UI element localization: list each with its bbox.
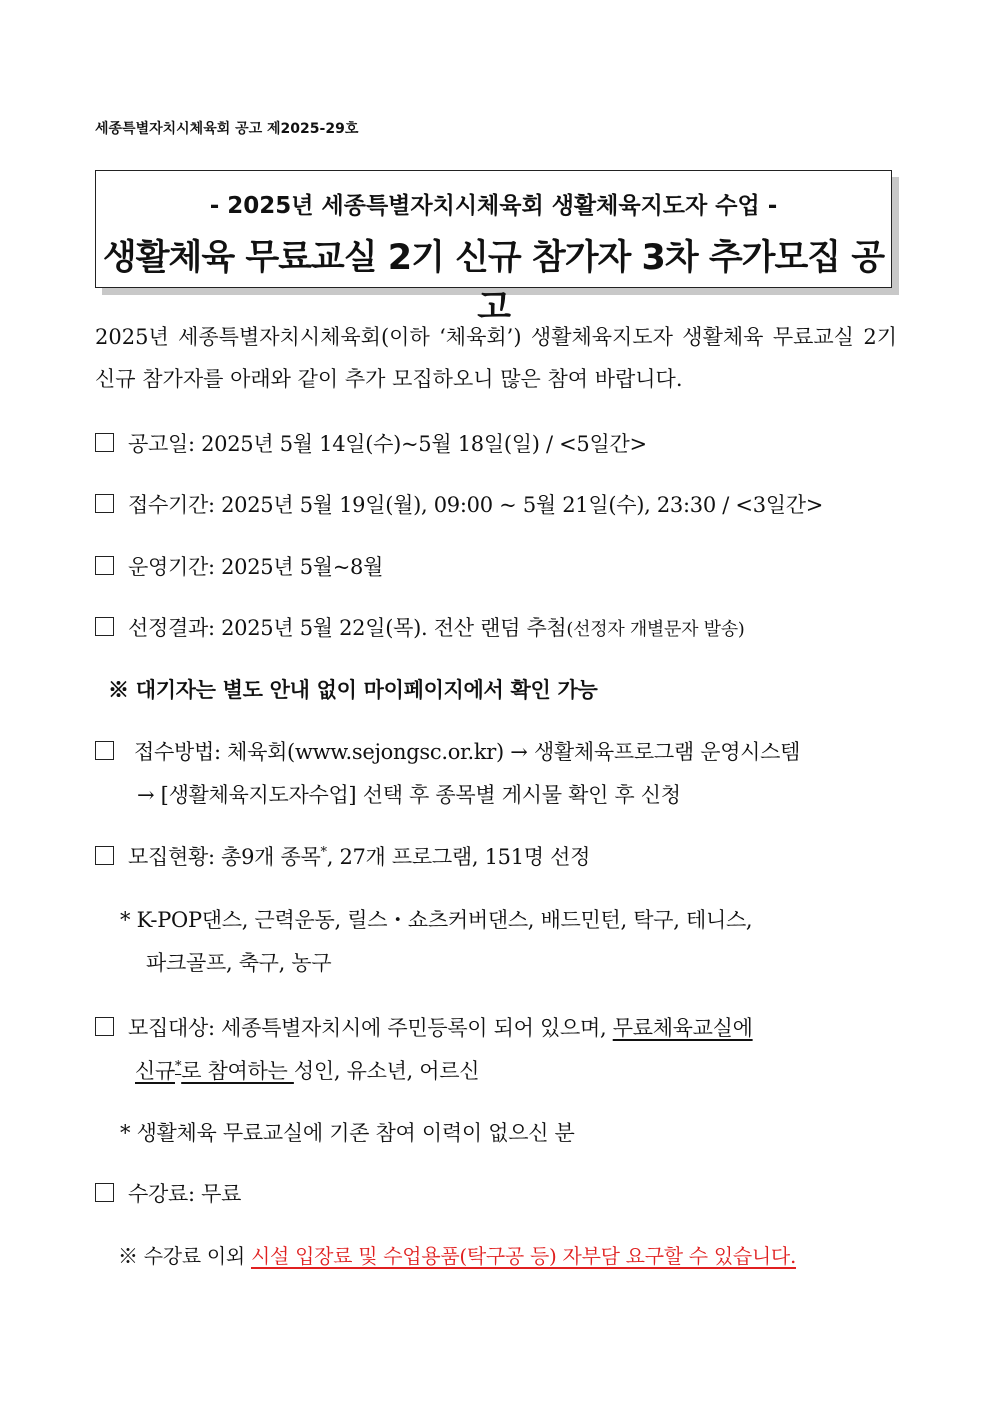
- checkbox-icon: [95, 556, 114, 575]
- target-item: [95, 1012, 753, 1042]
- target-underlined-1: 무료체육교실에: [612, 1016, 753, 1040]
- recruit-status-before: 모집현황: 총9개 종목: [128, 845, 321, 869]
- target-underlined-2a: 신규: [135, 1059, 175, 1083]
- notice-date-text: 공고일: 2025년 5월 14일(수)~5월 18일(일) / <5일간>: [128, 432, 647, 456]
- selection-text: 선정결과: 2025년 5월 22일(목). 전산 랜덤 추첨: [128, 616, 567, 640]
- recruit-status-after: , 27개 프로그램, 151명 선정: [326, 845, 591, 869]
- fee-text: 수강료: 무료: [128, 1182, 242, 1206]
- checkbox-icon: [95, 617, 114, 636]
- operation-period-item: [95, 551, 383, 581]
- checkbox-icon: [95, 1017, 114, 1036]
- fee-item: [95, 1178, 241, 1208]
- fee-note-prefix: ※ 수강료 이외: [118, 1244, 251, 1268]
- title-subheading: - 2025년 세종특별자치시체육회 생활체육지도자 수업 -: [209, 193, 778, 219]
- target-star: *: [174, 1059, 182, 1074]
- fee-note: [118, 1240, 796, 1269]
- checkbox-icon: [95, 433, 114, 452]
- target-note: * 생활체육 무료교실에 기존 참여 이력이 없으신 분: [120, 1121, 575, 1145]
- apply-method-line2: → [생활체육지도자수업] 선택 후 종목별 게시물 확인 후 신청: [137, 783, 681, 807]
- selection-item: [95, 612, 745, 642]
- recruit-status-item: [95, 841, 590, 871]
- checkbox-icon: [95, 741, 114, 760]
- target-underlined-2b: 로 참여하는: [181, 1059, 294, 1083]
- apply-method-line1: 접수방법: 체육회(www.sejongsc.or.kr) → 생활체육프로그램 운영시스템: [134, 740, 801, 764]
- checkbox-icon: [95, 1183, 114, 1202]
- sports-line2: 파크골프, 축구, 농구: [146, 951, 332, 975]
- apply-method-item: [95, 736, 800, 766]
- waitlist-note: ※ 대기자는 별도 안내 없이 마이페이지에서 확인 가능: [108, 677, 598, 702]
- checkbox-icon: [95, 494, 114, 513]
- intro-paragraph: 2025년 세종특별자치시체육회(이하 ‘체육회’) 생활체육지도자 생활체육 무료교실 2기 신규 참가자를 아래와 같이 추가 모집하오니 많은 참여 바랍니다.: [95, 325, 897, 391]
- target-prefix: 모집대상: 세종특별자치시에 주민등록이 되어 있으며,: [128, 1016, 613, 1040]
- notice-date-item: [95, 428, 647, 458]
- target-suffix: 성인, 유소년, 어르신: [293, 1059, 480, 1083]
- target-line2: [135, 1055, 479, 1085]
- apply-period-item: [95, 489, 823, 519]
- checkbox-icon: [95, 846, 114, 865]
- sports-line1: * K-POP댄스, 근력운동, 릴스・쇼츠커버댄스, 배드민턴, 탁구, 테니스,: [120, 908, 753, 932]
- selection-note: (선정자 개별문자 발송): [566, 619, 745, 640]
- operation-period-text: 운영기간: 2025년 5월~8월: [128, 555, 384, 579]
- recruit-status-star: *: [320, 845, 327, 860]
- fee-note-warning: 시설 입장료 및 수업용품(탁구공 등) 자부담 요구할 수 있습니다.: [250, 1244, 797, 1268]
- title-heading: 생활체육 무료교실 2기 신규 참가자 3차 추가모집 공고: [102, 238, 885, 328]
- notice-number: 세종특별자치시체육회 공고 제2025-29호: [95, 121, 359, 137]
- apply-period-text: 접수기간: 2025년 5월 19일(월), 09:00 ~ 5월 21일(수), 23:30 / <3일간>: [128, 493, 824, 517]
- title-box: [95, 170, 892, 328]
